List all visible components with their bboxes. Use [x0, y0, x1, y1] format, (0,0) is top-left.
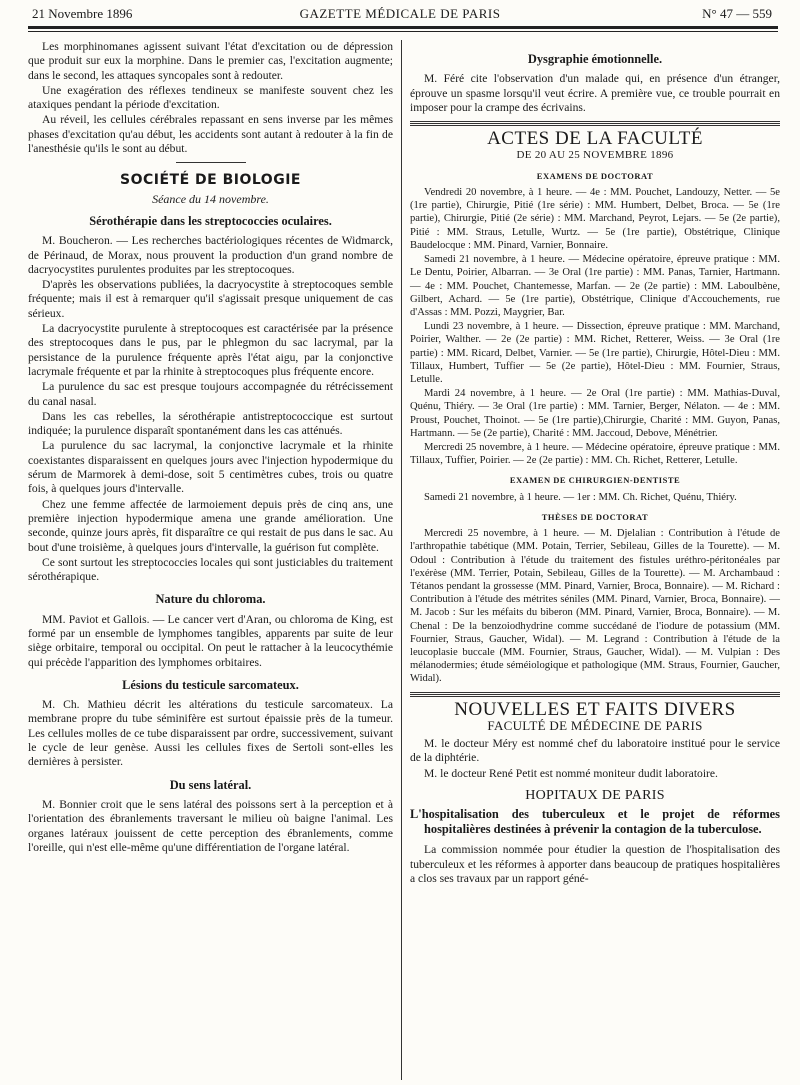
topic-heading: Nature du chloroma.	[155, 592, 266, 607]
paragraph: M. Bonnier croit que le sens latéral des poissons sert à la perception et à l'orientation des ébranlements traversant le milieu où baigne l'animal. Les organes latéraux jouissent de cette perception des ébranlements, comme l'oreille, qui n'est elle-même qu'une différentiation de l'organe latéral.	[28, 797, 393, 854]
paragraph: La purulence du sac est presque toujours accompagnée du rétrécissement du canal nasal.	[28, 380, 393, 408]
topic-heading: Lésions du testicule sarcomateux.	[122, 677, 299, 692]
column-divider	[401, 40, 402, 1080]
subsection-heading: HOPITAUX DE PARIS	[525, 788, 665, 804]
paragraph: M. le docteur René Petit est nommé moniteur dudit laboratoire.	[424, 766, 718, 780]
right-column	[410, 40, 780, 887]
topic-heading: Sérothérapie dans les streptococcies oculaires.	[89, 213, 332, 228]
paragraph: Mercredi 25 novembre, à 1 heure. — M. Djelalian : Contribution à l'étude de l'arthropathie tabétique (MM. Potain, Terrier, Sebileau, Gilles de la Tourette). — M. Odoul : Contribution à l'étude du traitement des fistules uréthro-péritonéales par l'exérèse (MM. Terrier, Potain, Sebileau, Gilles de la Tourette). — M. Archambaud : Tétanos pendant la grossesse (MM. Pinard, Varnier, Broca, Bonnaire). — M. Richard : Contribution à l'étude des métrites séniles (MM. Pinard, Varnier, Broca, Bonnaire). — M. Jacob : Sur les méfaits du biberon (MM. Pinard, Varnier, Broca, Bonnaire). — M. Chenal : De la benzoiodhydrine comme succédané de l'iodure de potassium (MM. Fournier, Straus, Gaucher, Widal). — M. Legrand : Contribution à l'étude de la leucoplasie buccale (MM. Fournier, Straus, Gaucher, Widal). — M. Vulpian : Des mélanodermies; étude séméiologique et pathologique (MM. Straus, Fournier, Gaucher, Widal).	[410, 528, 780, 685]
paragraph: Lundi 23 novembre, à 1 heure. — Dissection, épreuve pratique : MM. Marchand, Poirier, Walther. — 2e (2e partie) : MM. Richet, Retterer, Weiss. — 3e Oral (1re partie) : MM. Ricard, Delbet, Varnier. — 5e (1re partie), Chirurgie, Hôtel-Dieu : MM. Tillaux, Humbert, Tuffier — 5e (2e partie), Hôtel-Dieu : MM. Fournier, Straus, Letulle.	[410, 321, 780, 385]
section-divider-double	[410, 694, 780, 697]
section-divider	[410, 692, 780, 693]
paragraph: Samedi 21 novembre, à 1 heure. — Médecine opératoire, épreuve pratique : MM. Le Dentu, Poirier, Albarran. — 3e Oral (1re partie) : MM. Panas, Tarnier, Hartmann. — 4e : MM. Pouchet, Chantemesse, Marfan. — 2e (2e partie) : MM. Laboulbène, Gilbert, Achard. — 5e (1re partie), Obstétrique, Clinique d'Accouchements, rue d'Assas : MM. Pozzi, Maygrier, Bar.	[410, 254, 780, 318]
section-divider	[176, 162, 246, 163]
paragraph: Chez une femme affectée de larmoiement depuis près de cinq ans, une première injection hypodermique amena une grande amélioration. Une seconde, quinze jours après, fit disparaître ce qui restait de pus dans le sac. Au bout d'une troisième, à quelques jours d'intervalle, la guérison fut complète.	[28, 497, 393, 554]
section-subtitle: FACULTÉ DE MÉDECINE DE PARIS	[487, 717, 703, 733]
section-title: SOCIÉTÉ DE BIOLOGIE	[120, 172, 301, 189]
paragraph: M. Boucheron. — Les recherches bactériologiques récentes de Widmarck, de Périnaud, de Morax, nous prouvent la production d'un grand nombre de dacryocystites purulentes produites par les streptocoques.	[28, 234, 393, 276]
paragraph: Les morphinomanes agissent suivant l'état d'excitation ou de dépression que produit sur eux la morphine. Dans le premier cas, l'excitation augmente; dans le second, les attaques syncopales sont à redouter.	[28, 40, 393, 82]
paragraph: La dacryocystite purulente à streptocoques est caractérisée par la présence des streptocoques dans le pus, par le phlegmon du sac lacrymal, par la persistance de la purulence fréquente après l'état aigu, par la conjonctive lacrymale fréquente et par la rhinite à streptocoques plus fréquente encore.	[28, 322, 393, 378]
paragraph: M. le docteur Méry est nommé chef du laboratoire institué pour le service de la diphtérie.	[410, 737, 780, 765]
topic-heading: Dysgraphie émotionnelle.	[527, 52, 663, 66]
section-divider	[410, 121, 780, 122]
subsection-heading: THÈSES DE DOCTORAT	[541, 511, 649, 522]
paragraph: Samedi 21 novembre, à 1 heure. — 1er : MM. Ch. Richet, Quénu, Thiéry.	[424, 491, 737, 503]
article-heading: L'hospitalisation des tuberculeux et le projet de réformes hospitalières destinées à prévenir la contagion de la tuberculose.	[410, 807, 780, 837]
header-journal-title: GAZETTE MÉDICALE DE PARIS	[299, 6, 501, 21]
section-subtitle: Séance du 14 novembre.	[152, 191, 269, 206]
paragraph: Mardi 24 novembre, à 1 heure. — 2e Oral (1re partie) : MM. Mathias-Duval, Quénu, Thiéry. — 3e Oral (1re partie) : MM. Tarnier, Berger, Nélaton. — 4e : MM. Proust, Pouchet, Thoinot. — 5e (1re partie),Chirurgie, Charité : MM. Guyon, Panas, Hartmann. — 5e (2e partie), Charité : MM. Jaccoud, Debove, Ménétrier.	[410, 388, 780, 439]
page-header	[0, 0, 800, 28]
section-subtitle: DE 20 AU 25 NOVEMBRE 1896	[516, 149, 674, 162]
left-column	[28, 40, 393, 856]
paragraph: La commission nommée pour étudier la question de l'hospitalisation des tuberculeux et les réformes à apporter dans beaucoup de pratiques hospitalières a clos ses travaux par un rapport géné-	[410, 843, 780, 885]
header-page-number: N° 47 — 559	[702, 6, 772, 21]
subsection-heading: EXAMEN DE CHIRURGIEN-DENTISTE	[509, 475, 681, 486]
paragraph: MM. Paviot et Gallois. — Le cancer vert d'Aran, ou chloroma de King, est formé par un ensemble de lymphomes tangibles, apparents par suite de leur siège orbitaire, temporal ou occipital. On peut le rattacher à la leucocythémie qui précède l'apparition des lymphomes orbitaires.	[28, 612, 393, 669]
paragraph: Une exagération des réflexes tendineux se manifeste souvent chez les ataxiques pendant la période d'excitation.	[28, 83, 393, 112]
section-divider-double	[410, 123, 780, 126]
subsection-heading: EXAMENS DE DOCTORAT	[536, 170, 654, 181]
topic-heading: Du sens latéral.	[169, 777, 252, 792]
section-title: ACTES DE LA FACULTÉ	[487, 128, 703, 150]
section-title: NOUVELLES ET FAITS DIVERS	[454, 698, 736, 720]
paragraph: La purulence du sac lacrymal, la conjonctive lacrymale et la rhinite coexistantes disparaissent en quelques jours avec l'injection hypodermique du sérum de Marmorek à demi-dose, soit 5 centimètres cubes, trois ou quatre fois, à quelques jours d'intervalle.	[28, 439, 393, 496]
paragraph: Mercredi 25 novembre, à 1 heure. — Médecine opératoire, épreuve pratique : MM. Tillaux, Tuffier, Poirier. — 2e (2e partie) : MM. Ch. Richet, Retterer, Letulle.	[410, 441, 780, 467]
paragraph: D'après les observations publiées, la dacryocystite à streptocoques semble fréquente; mais il est à remarquer qu'il s'agissait presque uniquement de cas sérieux.	[28, 278, 393, 320]
paragraph: Au réveil, les cellules cérébrales repassant en sens inverse par les mêmes phases d'excitation qu'au début, les accidents sont autant à redouter à la fin de l'anesthésie qu'ils le sont au début.	[28, 113, 393, 156]
paragraph: Ce sont surtout les streptococcies locales qui sont justiciables du traitement sérothérapique.	[28, 555, 393, 584]
paragraph: M. Féré cite l'observation d'un malade qui, en présence d'un étranger, éprouve un spasme lorsqu'il veut écrire. A première vue, ce trouble pourrait en imposer pour la crampe des écrivains.	[410, 72, 780, 114]
paragraph: M. Ch. Mathieu décrit les altérations du testicule sarcomateux. La membrane propre du tube séminifère est surtout épaissie près de la tumeur. Les cellules molles de ce tube disparaissent par ordre, successivement, suivant le cycle de leur genèse. Aussi les cellules fixes de Sertoli sont-elles les dernières à persister.	[28, 698, 393, 769]
header-date: 21 Novembre 1896	[32, 6, 133, 21]
paragraph: Dans les cas rebelles, la sérothérapie antistreptococcique est surtout indiquée; la purulence disparaît spontanément dans les cas atténués.	[28, 409, 393, 438]
header-rule	[28, 26, 778, 29]
paragraph: Vendredi 20 novembre, à 1 heure. — 4e : MM. Pouchet, Landouzy, Netter. — 5e (1re partie), Chirurgie, Pitié (1re série) : MM. Humbert, Delbet, Broca. — 5e (1re partie), Chirurgie, Pitié (2e série) : MM. Marchand, Peyrot, Lejars. — 5e (2e partie), Pitié : MM. Straus, Letulle, Wurtz. — 5e (1re partie), Obstétrique, Clinique Baudelocque : MM. Pinard, Varnier, Bonnaire.	[410, 187, 780, 251]
header-rule-thin	[28, 31, 778, 32]
